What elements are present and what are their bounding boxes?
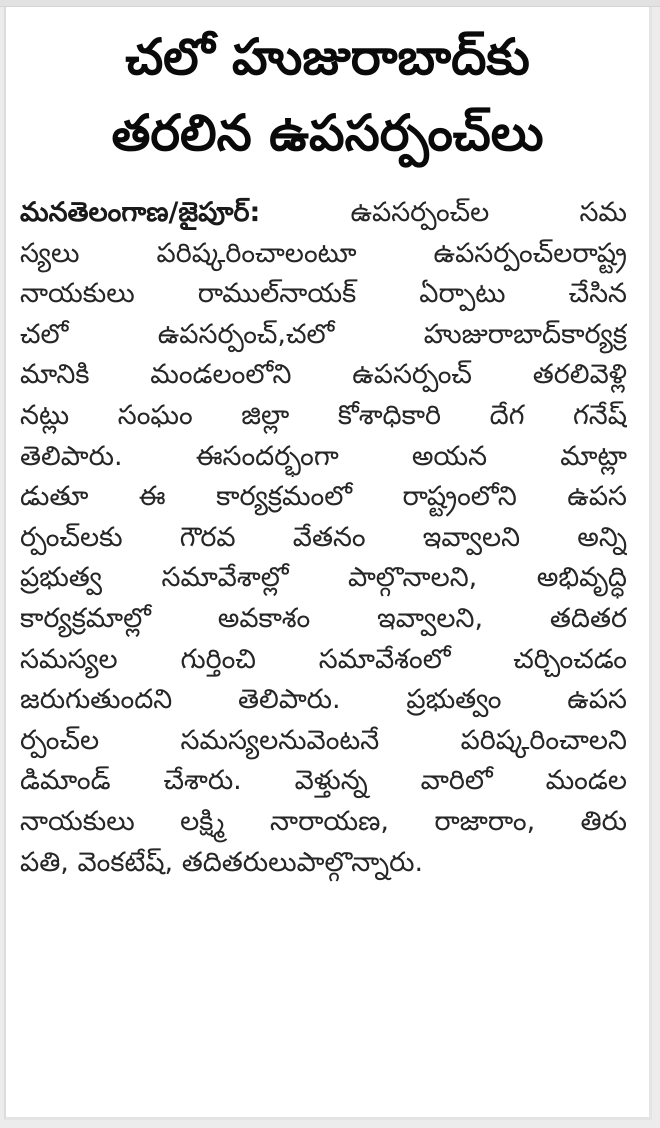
body-line-17: పతి, వెంకటేష్, తదితరులుపాల్గొన్నారు.	[20, 846, 424, 878]
body-line-5: మానికి మండలంలోని ఉపసర్పంచ్ తరలివెళ్లి	[20, 359, 627, 391]
body-line-6: నట్లు సంఘం జిల్లా కోశాధికారి దేగ గనేష్	[20, 399, 627, 431]
body-line-15: డిమాండ్ చేశారు. వెళ్తున్న వారిలో మండల	[20, 765, 627, 797]
body-line-13: జరుగుతుందని తెలిపారు. ప్రభుత్వం ఉపస	[20, 684, 627, 716]
headline-line-2: తరలిన ఉపసర్పంచ్‌లు	[111, 104, 544, 162]
article-headline	[6, 23, 649, 167]
body-line-1: మనతెలంగాణ/జైపూర్: ఉపసర్పంచ్‌ల సమ	[20, 197, 627, 228]
headline-line-1: చలో హుజురాబాద్‌కు	[125, 28, 530, 86]
body-line-2: స్యలు పరిష్కరించాలంటూ ఉపసర్పంచ్‌లరాష్ట్ర	[20, 237, 627, 269]
body-line-10: ప్రభుత్వ సమావేశాల్లో పాల్గొనాలని, అభివృద్ధి	[20, 562, 627, 594]
body-line-14: ర్పంచ్‌ల సమస్యలనువెంటనే పరిష్కరించాలని	[20, 724, 627, 756]
dateline: మనతెలంగాణ/జైపూర్:	[20, 197, 261, 228]
body-line-12: సమస్యల గుర్తించి సమావేశంలో చర్చించడం	[20, 643, 627, 675]
body-line-4: చలో ఉపసర్పంచ్,చలో హుజురాబాద్‌కార్యక్ర	[20, 318, 627, 350]
body-line-11: కార్యక్రమాల్లో అవకాశం ఇవ్వాలని, తదితర	[20, 602, 627, 634]
body-line-16: నాయకులు లక్ష్మి నారాయణ, రాజారాం, తిరు	[20, 805, 627, 837]
body-line-3: నాయకులు రాముల్‌నాయక్ ఏర్పాటు చేసిన	[20, 278, 627, 310]
body-line-7: తెలిపారు. ఈసందర్భంగా అయన మాట్లా	[20, 440, 627, 472]
article-body	[6, 193, 649, 883]
body-line-8: డుతూ ఈ కార్యక్రమంలో రాష్ట్రంలోని ఉపస	[20, 481, 627, 513]
body-line-9: ర్పంచ్‌లకు గౌరవ వేతనం ఇవ్వాలని అన్ని	[20, 521, 627, 553]
newspaper-clipping	[4, 7, 652, 1120]
article-paragraph	[6, 193, 649, 883]
top-border	[0, 0, 660, 7]
